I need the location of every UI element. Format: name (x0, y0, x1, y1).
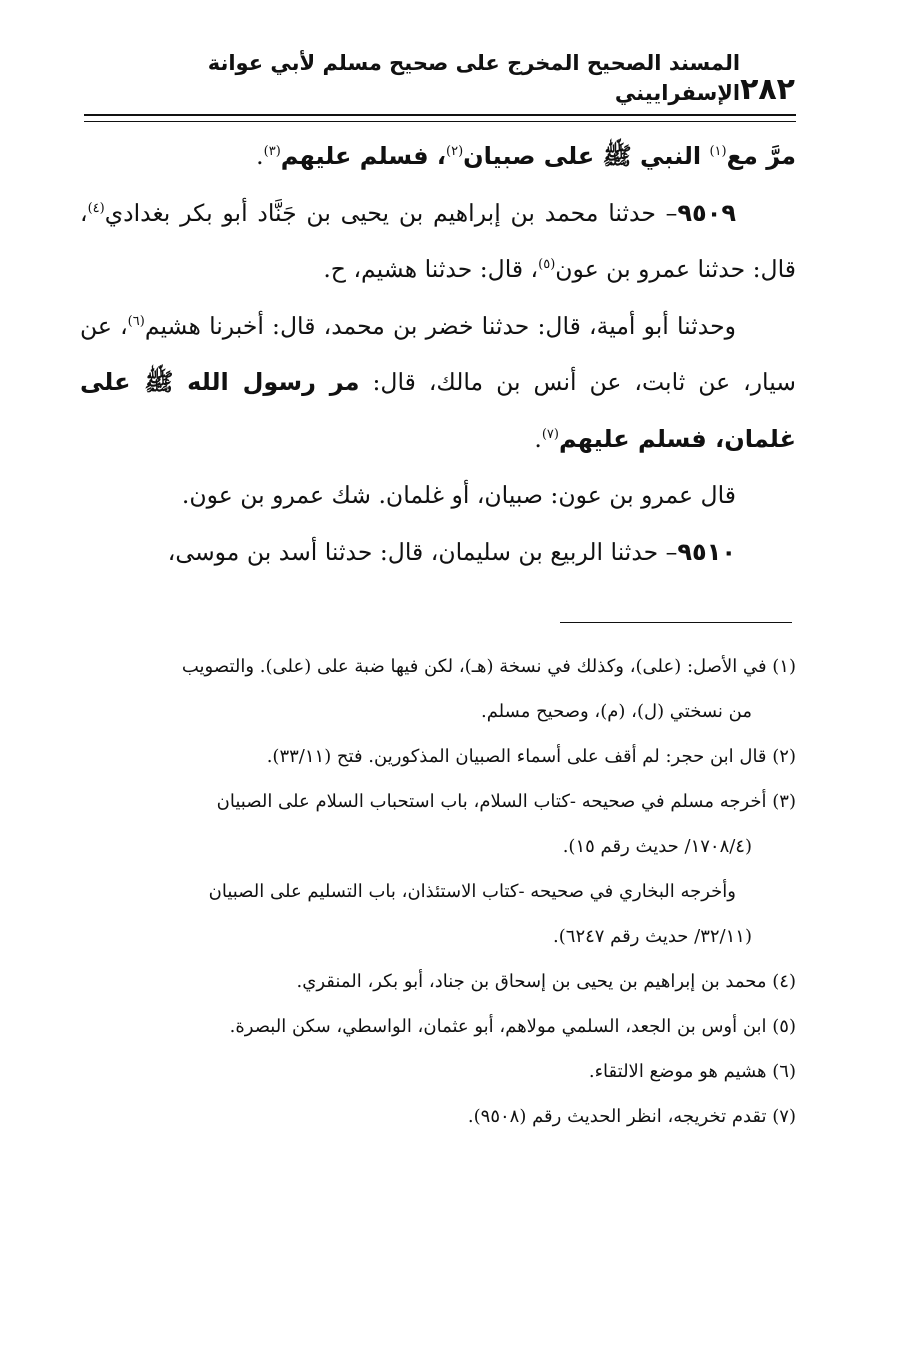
footnote-ref[interactable]: (٧) (541, 426, 559, 442)
footnote-6: (٦) هشيم هو موضع الالتقاء. (588, 1061, 796, 1082)
footnote-5: (٥) ابن أوس بن الجعد، السلمي مولاهم، أبو عثمان، الواسطي، سكن البصرة. (229, 1016, 796, 1037)
header-rule (84, 114, 796, 122)
footnote-3: (٣) أخرجه مسلم في صحيحه -كتاب السلام، باب استحباب السلام على الصبيان (216, 791, 796, 812)
hadith-text: مر رسول الله ﷺ على غلمان، فسلم عليهم (80, 368, 796, 453)
footnote-2: (٢) قال ابن حجر: لم أقف على أسماء الصبيان المذكورين. فتح (٣٣/١١). (266, 746, 796, 767)
running-title: المسند الصحيح المخرج على صحيح مسلم لأبي عوانة الإسفراييني (207, 51, 741, 105)
page-number: ٢٨٢ (740, 72, 795, 107)
footnote-ref[interactable]: (٤) (87, 200, 105, 216)
footnote-ref[interactable]: (٣) (263, 144, 281, 159)
footnote-1: (١) في الأصل: (على)، وكذلك في نسخة (هـ)، لكن فيها ضبة على (على). والتصويب (181, 656, 796, 677)
footnote-ref[interactable]: (١) (709, 144, 727, 159)
paragraph-2: ٩٥٠٩– حدثنا محمد بن إبراهيم بن يحيى بن جَنَّاد أبو بكر بغدادي$^{(٤)}$، قال: حدثنا عمرو بن عون$^{(٥)}$، قال: حدثنا هشيم، ح. (80, 198, 796, 283)
footnote-separator (560, 622, 792, 623)
paragraph-4: قال عمرو بن عون: صبيان، أو غلمان. شك عمرو بن عون. (181, 481, 736, 509)
footnote-ref[interactable]: (٥) (538, 257, 556, 272)
footnote-3-cont: (١٧٠٨/٤/ حديث رقم ١٥). (562, 836, 752, 857)
hadith-number: ٩٥٠٩ (677, 198, 736, 227)
footnote-7: (٧) تقدم تخريجه، انظر الحديث رقم (٩٥٠٨). (467, 1106, 796, 1127)
footnote-3-second-cont: (٣٢/١١/ حديث رقم ٦٢٤٧). (553, 926, 752, 947)
footnote-3-second-source: وأخرجه البخاري في صحيحه -كتاب الاستئذان، باب التسليم على الصبيان (208, 881, 736, 902)
footnote-4: (٤) محمد بن إبراهيم بن يحيى بن إسحاق بن جناد، أبو بكر، المنقري. (296, 971, 796, 992)
paragraph-1: مرَّ مع$^{(١)}$ النبي ﷺ على صبيان$^{(٢)}$، فسلم عليهم$^{(٣)}$. (256, 142, 796, 170)
footnote-1-cont: من نسختي (ل)، (م)، وصحيح مسلم. (480, 701, 752, 722)
page-header (150, 51, 795, 108)
paragraph-5: ٩٥١٠– حدثنا الربيع بن سليمان، قال: حدثنا أسد بن موسى، (167, 537, 736, 566)
footnote-ref[interactable]: (٢) (446, 144, 464, 159)
main-text (80, 128, 796, 580)
footnote-ref[interactable]: (٦) (127, 313, 145, 329)
hadith-text: مرَّ مع$^{(١)}$ النبي ﷺ على صبيان$^{(٢)}$، فسلم عليهم$^{(٣)}$ (263, 142, 796, 170)
paragraph-3: وحدثنا أبو أمية، قال: حدثنا خضر بن محمد، قال: أخبرنا هشيم$^{(٦)}$، عن سيار، عن ثابت، عن أنس بن مالك، قال: مر رسول الله ﷺ على غلمان، فسلم عليهم$^{(٧)}$. (80, 311, 796, 453)
footnotes (80, 644, 796, 1139)
hadith-number: ٩٥١٠ (677, 537, 736, 566)
